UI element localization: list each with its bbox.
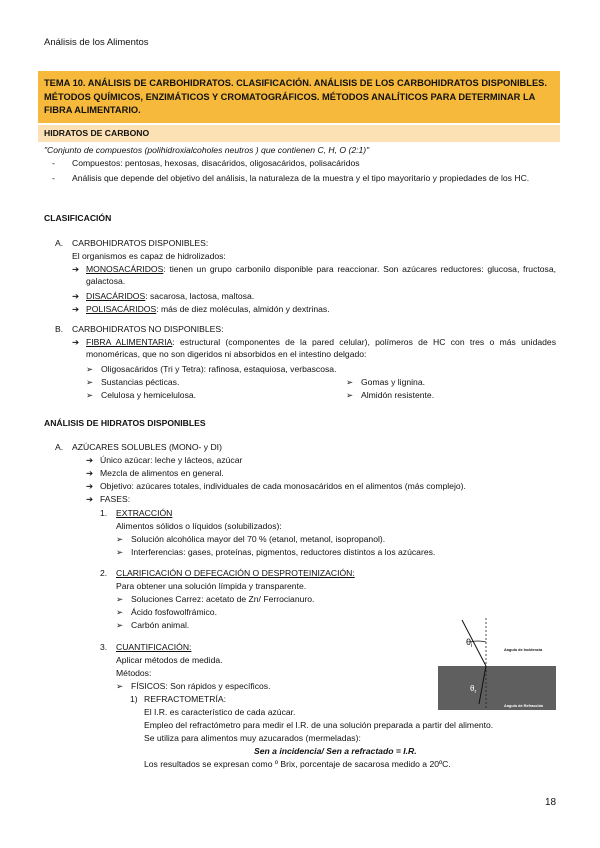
refractometria-line-1: El I.R. es característico de cada azúcar.: [144, 707, 296, 717]
extraccion-solucion: Solución alcohólica mayor del 70 % (etanol, metanol, isopropanol).: [131, 534, 386, 544]
refraction-diagram: [436, 616, 560, 716]
arrow-icon: ➔: [72, 264, 80, 274]
chapter-title: TEMA 10. ANÁLISIS DE CARBOHIDRATOS. CLASIFICACIÓN. ANÁLISIS DE LOS CARBOHIDRATOS DISPONIBLES. MÉTODOS QUÍMICOS, ENZIMÁTICOS Y CROMATOGRÁFICOS. MÉTODOS ANALÍTICOS PARA DETERMINAR LA FIBRA ALIMENTARIO.: [38, 71, 560, 123]
disacaridos-item: [86, 290, 254, 302]
gomas-item: Gomas y lignina.: [361, 377, 426, 387]
cuantificacion-intro: Aplicar métodos de medida.: [116, 655, 223, 665]
section-heading-analisis: ANÁLISIS DE HIDRATOS DISPONIBLES: [44, 418, 206, 428]
page-number: 18: [545, 797, 557, 808]
arrow-icon: ➔: [86, 455, 94, 465]
chevron-right-icon: ➢: [116, 681, 124, 691]
fisicos-item: FÍSICOS: Son rápidos y específicos.: [131, 681, 271, 691]
metodos-label: Métodos:: [116, 668, 152, 678]
extraccion-intro: Alimentos sólidos o líquidos (solubilizados):: [116, 521, 282, 531]
chevron-right-icon: ➢: [116, 620, 124, 630]
incidence-angle-label: Angulo de Incidencia: [504, 648, 543, 652]
theta-r-subscript: r: [474, 689, 477, 695]
arrow-icon: ➔: [72, 337, 80, 347]
arrow-icon: ➔: [86, 481, 94, 491]
cuantificacion-title: CUANTIFICACIÓN:: [116, 642, 192, 652]
theta-i-subscript: i: [471, 643, 473, 649]
chevron-right-icon: ➢: [116, 547, 124, 557]
dash-marker: -: [52, 173, 55, 183]
fase-number: 3.: [100, 642, 108, 652]
disacaridos-text: : sacarosa, lactosa, maltosa.: [145, 291, 255, 301]
clarificacion-carbon: Carbón animal.: [131, 620, 190, 630]
monosacaridos-label: MONOSACÁRIDOS: [86, 264, 164, 274]
almidon-item: Almidón resistente.: [361, 390, 435, 400]
fibra-label: FIBRA ALIMENTARIA: [86, 337, 173, 347]
list-marker-b: B.: [55, 324, 64, 334]
oligosacaridos-item: Oligosacáridos (Tri y Tetra): rafinosa, estaquiosa, verbascosa.: [101, 364, 337, 374]
clarificacion-acido: Ácido fosfowolfrámico.: [131, 607, 217, 617]
celulosa-item: Celulosa y hemicelulosa.: [101, 390, 197, 400]
arrow-icon: ➔: [86, 494, 94, 504]
chevron-right-icon: ➢: [116, 607, 124, 617]
fases-label: FASES:: [100, 494, 131, 504]
hc-bullet-analisis: Análisis que depende del objetivo del análisis, la naturaleza de la muestra y el tipo mayoritario y propiedades de los HC.: [72, 173, 530, 183]
hc-bullet-compuestos: Compuestos: pentosas, hexosas, disacáridos, oligosacáridos, polisacáridos: [72, 158, 360, 168]
theta-i-symbol: θ: [466, 637, 472, 647]
chevron-right-icon: ➢: [86, 364, 94, 374]
fase-number: 2.: [100, 568, 108, 578]
unico-azucar-item: Único azúcar: leche y lácteos, azúcar: [100, 455, 243, 465]
refractometria-line-4: Los resultados se expresan como º Brix, porcentaje de sacarosa medido a 20ºC.: [144, 759, 451, 769]
mezcla-item: Mezcla de alimentos en general.: [100, 468, 224, 478]
polisacaridos-text: : más de diez moléculas, almidón y dextrinas.: [156, 304, 330, 314]
dash-marker: -: [52, 158, 55, 168]
hc-definition: "Conjunto de compuestos (polihidroxialcoholes neutros ) que contienen C, H, O (2:1)": [44, 145, 370, 155]
arrow-icon: ➔: [86, 468, 94, 478]
fibra-item: [86, 336, 556, 360]
polisacaridos-label: POLISACÁRIDOS: [86, 304, 157, 314]
monosacaridos-item: [86, 263, 556, 287]
clarificacion-carrez: Soluciones Carrez: acetato de Zn/ Ferrocianuro.: [131, 594, 315, 604]
disponibles-intro: El organismos es capaz de hidrolizados:: [72, 251, 226, 261]
fase-number: 1.: [100, 508, 108, 518]
refractometria-line-3: Se utiliza para alimentos muy azucarados (mermeladas):: [144, 733, 361, 743]
chevron-right-icon: ➢: [86, 377, 94, 387]
refractometria-number: 1): [130, 694, 138, 704]
running-header: Análisis de los Alimentos: [44, 37, 149, 48]
refractometria-line-2: Empleo del refractómetro para medir el I.R. de una solución preparada a partir del alimento.: [144, 720, 494, 730]
theta-r-symbol: θ: [470, 684, 475, 693]
carbohidratos-disponibles-title: CARBOHIDRATOS DISPONIBLES:: [72, 238, 209, 248]
chevron-right-icon: ➢: [86, 390, 94, 400]
chevron-right-icon: ➢: [116, 534, 124, 544]
section-heading-clasificacion: CLASIFICACIÓN: [44, 213, 112, 223]
azucares-solubles-title: AZÚCARES SOLUBLES (MONO- y DI): [72, 442, 222, 452]
section-heading-hidratos: HIDRATOS DE CARBONO: [38, 125, 560, 142]
list-marker-a: A.: [55, 442, 64, 452]
monosacaridos-text: : tienen un grupo carbonilo disponible para reaccionar. Son azúcares reductores: glucosa, fructosa, galactosa.: [86, 264, 556, 286]
refractometria-title: REFRACTOMETRÍA:: [144, 694, 226, 704]
chevron-right-icon: ➢: [116, 594, 124, 604]
pecticas-item: Sustancias pécticas.: [101, 377, 180, 387]
extraccion-title: EXTRACCIÓN: [116, 508, 173, 518]
refraction-angle-label: Angulo de Refracción: [504, 704, 544, 708]
extraccion-interferencias: Interferencias: gases, proteínas, pigmentos, reductores distintos a los azúcares.: [131, 547, 436, 557]
refractive-index-formula: Sen a incidencia/ Sen a refractado = I.R.: [254, 746, 417, 756]
carbohidratos-no-disponibles-title: CARBOHIDRATOS NO DISPONIBLES:: [72, 324, 224, 334]
list-marker-a: A.: [55, 238, 64, 248]
chevron-right-icon: ➢: [346, 390, 354, 400]
fibra-text: : estructural (componentes de la pared celular), polímeros de HC con tres o más unidades monoméricas, que no son digeridos ni absorbidos en el intestino delgado:: [86, 337, 556, 359]
polisacaridos-item: [86, 303, 330, 315]
objetivo-item: Objetivo: azúcares totales, individuales de cada monosacáridos en el alimentos (más complejo).: [100, 481, 466, 491]
clarificacion-intro: Para obtener una solución límpida y transparente.: [116, 581, 307, 591]
arrow-icon: ➔: [72, 291, 80, 301]
disacaridos-label: DISACÁRIDOS: [86, 291, 146, 301]
arrow-icon: ➔: [72, 304, 80, 314]
chevron-right-icon: ➢: [346, 377, 354, 387]
incidence-angle-arc: [470, 641, 486, 642]
clarificacion-title: CLARIFICACIÓN O DEFECACIÓN O DESPROTEINIZACIÓN:: [116, 568, 355, 578]
